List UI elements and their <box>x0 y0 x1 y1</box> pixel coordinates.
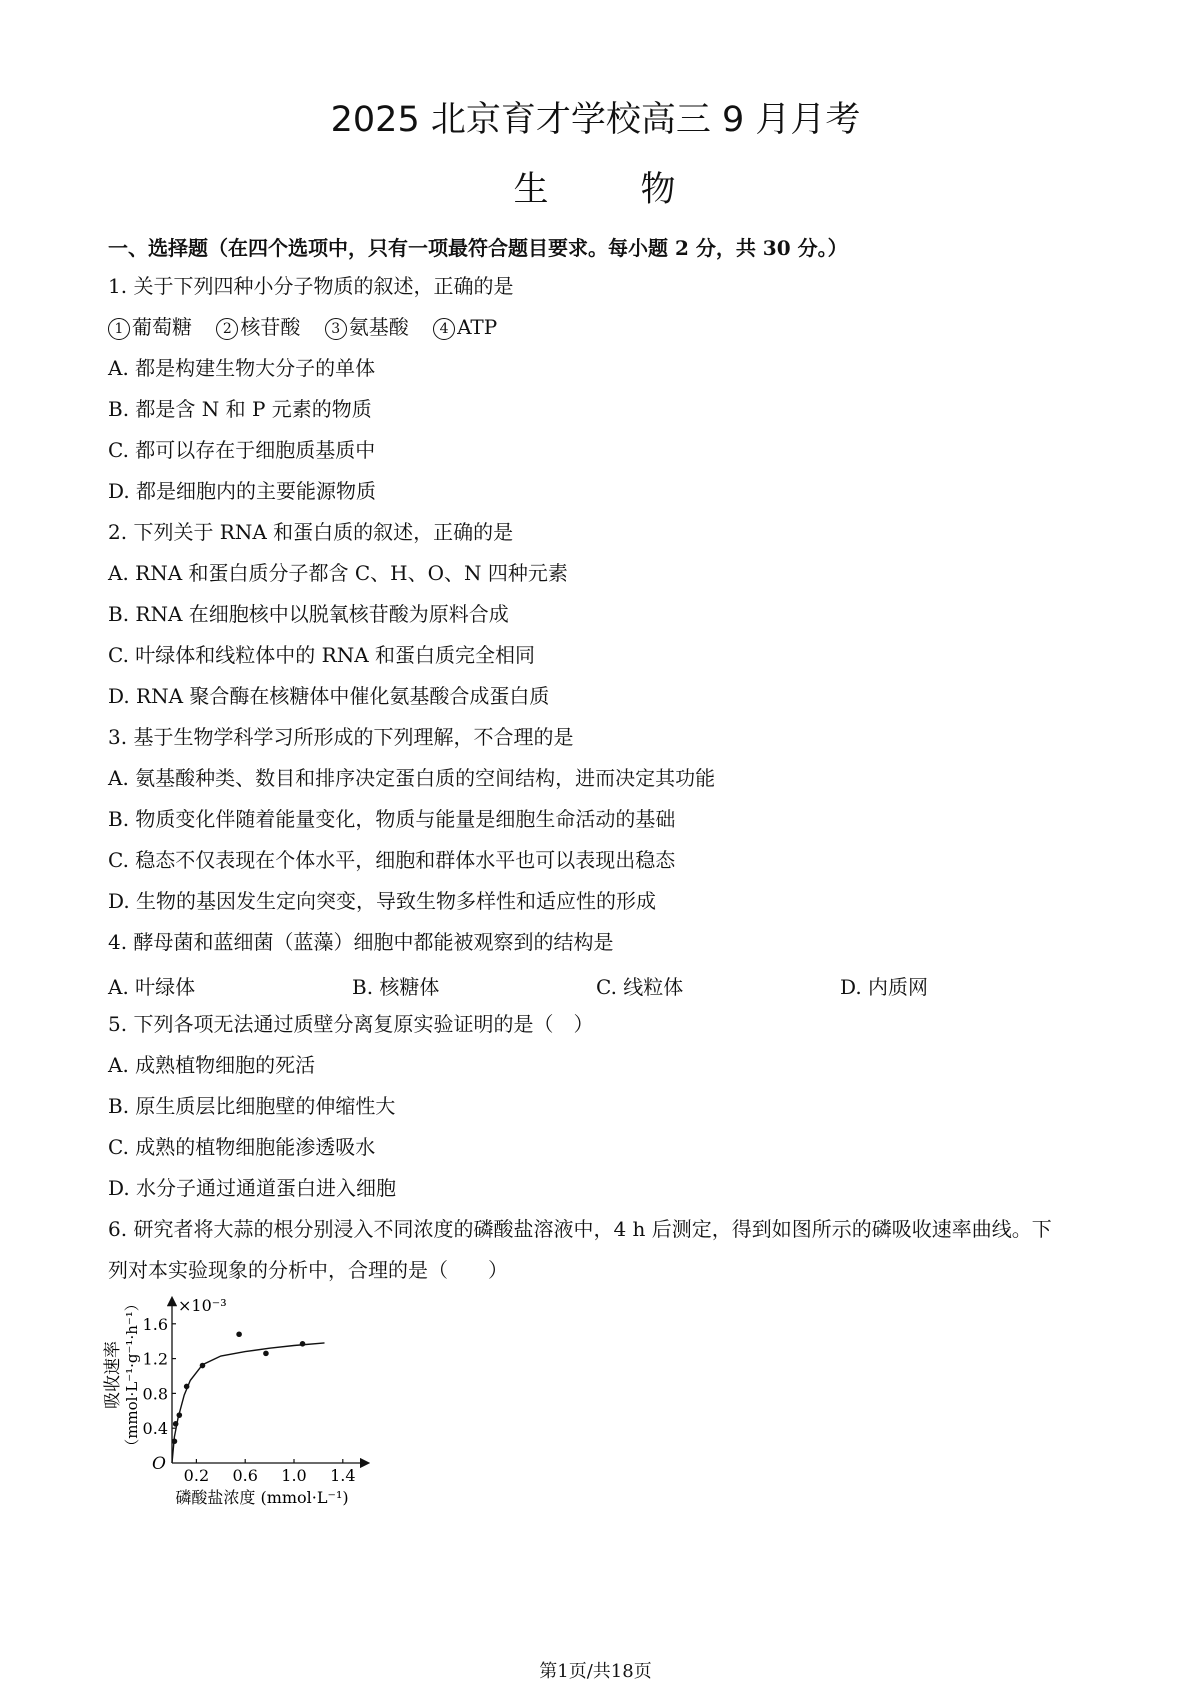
data-point <box>200 1363 206 1369</box>
chart-points <box>172 1331 306 1444</box>
uptake-curve <box>172 1343 325 1463</box>
y-axis-label: 吸收速率 <box>103 1341 123 1409</box>
data-point <box>263 1351 269 1357</box>
q2-option-c: C. 叶绿体和线粒体中的 RNA 和蛋白质完全相同 <box>108 643 536 667</box>
q5-option-c: C. 成熟的植物细胞能渗透吸水 <box>108 1135 376 1159</box>
circled-number: 3 <box>325 318 347 340</box>
x-tick-label: 0.2 <box>183 1466 210 1485</box>
x-tick-label: 0.6 <box>232 1466 258 1485</box>
x-tick-label: 1.0 <box>281 1466 307 1485</box>
origin-label: O <box>152 1454 166 1474</box>
q2-option-b: B. RNA 在细胞核中以脱氧核苷酸为原料合成 <box>108 602 509 626</box>
y-tick-label: 1.6 <box>142 1314 168 1334</box>
q5-option-b: B. 原生质层比细胞壁的伸缩性大 <box>108 1094 396 1118</box>
chart-ticks <box>143 1315 356 1485</box>
q1-option-b: B. 都是含 N 和 P 元素的物质 <box>108 397 372 421</box>
q3-option-b: B. 物质变化伴随着能量变化，物质与能量是细胞生命活动的基础 <box>108 807 676 831</box>
q1-item <box>108 315 192 340</box>
subject-char-1: 生 <box>513 170 551 210</box>
subject-title <box>0 162 1191 212</box>
data-point <box>184 1384 190 1390</box>
chart-axes <box>172 1301 365 1463</box>
q1-option-a: A. 都是构建生物大分子的单体 <box>108 356 376 380</box>
data-point <box>173 1421 179 1427</box>
data-point <box>300 1341 306 1347</box>
q3-option-a: A. 氨基酸种类、数目和排序决定蛋白质的空间结构，进而决定其功能 <box>108 766 716 790</box>
exam-title: 2025 北京育才学校高三 9 月月考 <box>330 100 861 140</box>
x-axis-label: 磷酸盐浓度 (mmol·L⁻¹) <box>175 1488 349 1507</box>
page-footer: 第1页/共18页 <box>539 1661 652 1682</box>
x-tick-label: 1.4 <box>330 1466 356 1485</box>
q3-option-c: C. 稳态不仅表现在个体水平，细胞和群体水平也可以表现出稳态 <box>108 848 676 872</box>
q1-item <box>216 315 300 340</box>
circled-number: 4 <box>433 318 455 340</box>
q4-option-b: B. 核糖体 <box>352 975 440 999</box>
q1-item <box>325 315 409 340</box>
q4-option-c: C. 线粒体 <box>596 975 684 999</box>
q4-option-a: A. 叶绿体 <box>108 975 196 999</box>
data-point <box>177 1412 183 1418</box>
y-tick-label: 0.8 <box>142 1384 168 1404</box>
subject-char-2: 物 <box>640 170 678 210</box>
q1-item-text: 葡萄糖 <box>132 315 192 339</box>
q3-stem: 3. 基于生物学科学习所形成的下列理解，不合理的是 <box>108 725 574 749</box>
section-heading: 一、选择题（在四个选项中，只有一项最符合题目要求。每小题 2 分，共 30 分。） <box>108 236 848 260</box>
circled-number: 2 <box>216 318 238 340</box>
q4-option-d: D. 内质网 <box>840 975 929 999</box>
q3-option-d: D. 生物的基因发生定向突变，导致生物多样性和适应性的形成 <box>108 889 657 913</box>
q1-option-d: D. 都是细胞内的主要能源物质 <box>108 479 377 503</box>
q1-item <box>433 315 497 340</box>
q2-stem: 2. 下列关于 RNA 和蛋白质的叙述，正确的是 <box>108 520 514 544</box>
q2-option-a: A. RNA 和蛋白质分子都含 C、H、O、N 四种元素 <box>108 561 568 585</box>
q6-stem-line-2: 列对本实验现象的分析中，合理的是（ ） <box>108 1258 508 1282</box>
y-tick-label: 0.4 <box>142 1419 168 1439</box>
q1-items <box>108 315 515 340</box>
y-tick-label: 1.2 <box>142 1349 168 1369</box>
q1-option-c: C. 都可以存在于细胞质基质中 <box>108 438 376 462</box>
q4-stem: 4. 酵母菌和蓝细菌（蓝藻）细胞中都能被观察到的结构是 <box>108 930 614 954</box>
data-point <box>236 1331 242 1337</box>
q6-stem-line-1: 6. 研究者将大蒜的根分别浸入不同浓度的磷酸盐溶液中，4 h 后测定，得到如图所示的磷吸收速率曲线。下 <box>108 1217 1052 1241</box>
q1-item-text: 氨基酸 <box>348 315 409 339</box>
q5-stem: 5. 下列各项无法通过质壁分离复原实验证明的是（ ） <box>108 1012 594 1036</box>
y-multiplier: ×10⁻³ <box>178 1296 227 1315</box>
q1-item-text: ATP <box>457 315 498 339</box>
data-point <box>172 1438 178 1444</box>
y-axis-unit: （mmol·L⁻¹·g⁻¹·h⁻¹） <box>123 1296 141 1454</box>
q5-option-a: A. 成熟植物细胞的死活 <box>108 1053 316 1077</box>
q2-option-d: D. RNA 聚合酶在核糖体中催化氨基酸合成蛋白质 <box>108 684 550 708</box>
circled-number: 1 <box>108 318 130 340</box>
q1-stem: 1. 关于下列四种小分子物质的叙述，正确的是 <box>108 274 514 298</box>
phosphate-uptake-chart <box>103 1295 400 1520</box>
q1-item-text: 核苷酸 <box>240 315 301 339</box>
q5-option-d: D. 水分子通过通道蛋白进入细胞 <box>108 1176 397 1200</box>
